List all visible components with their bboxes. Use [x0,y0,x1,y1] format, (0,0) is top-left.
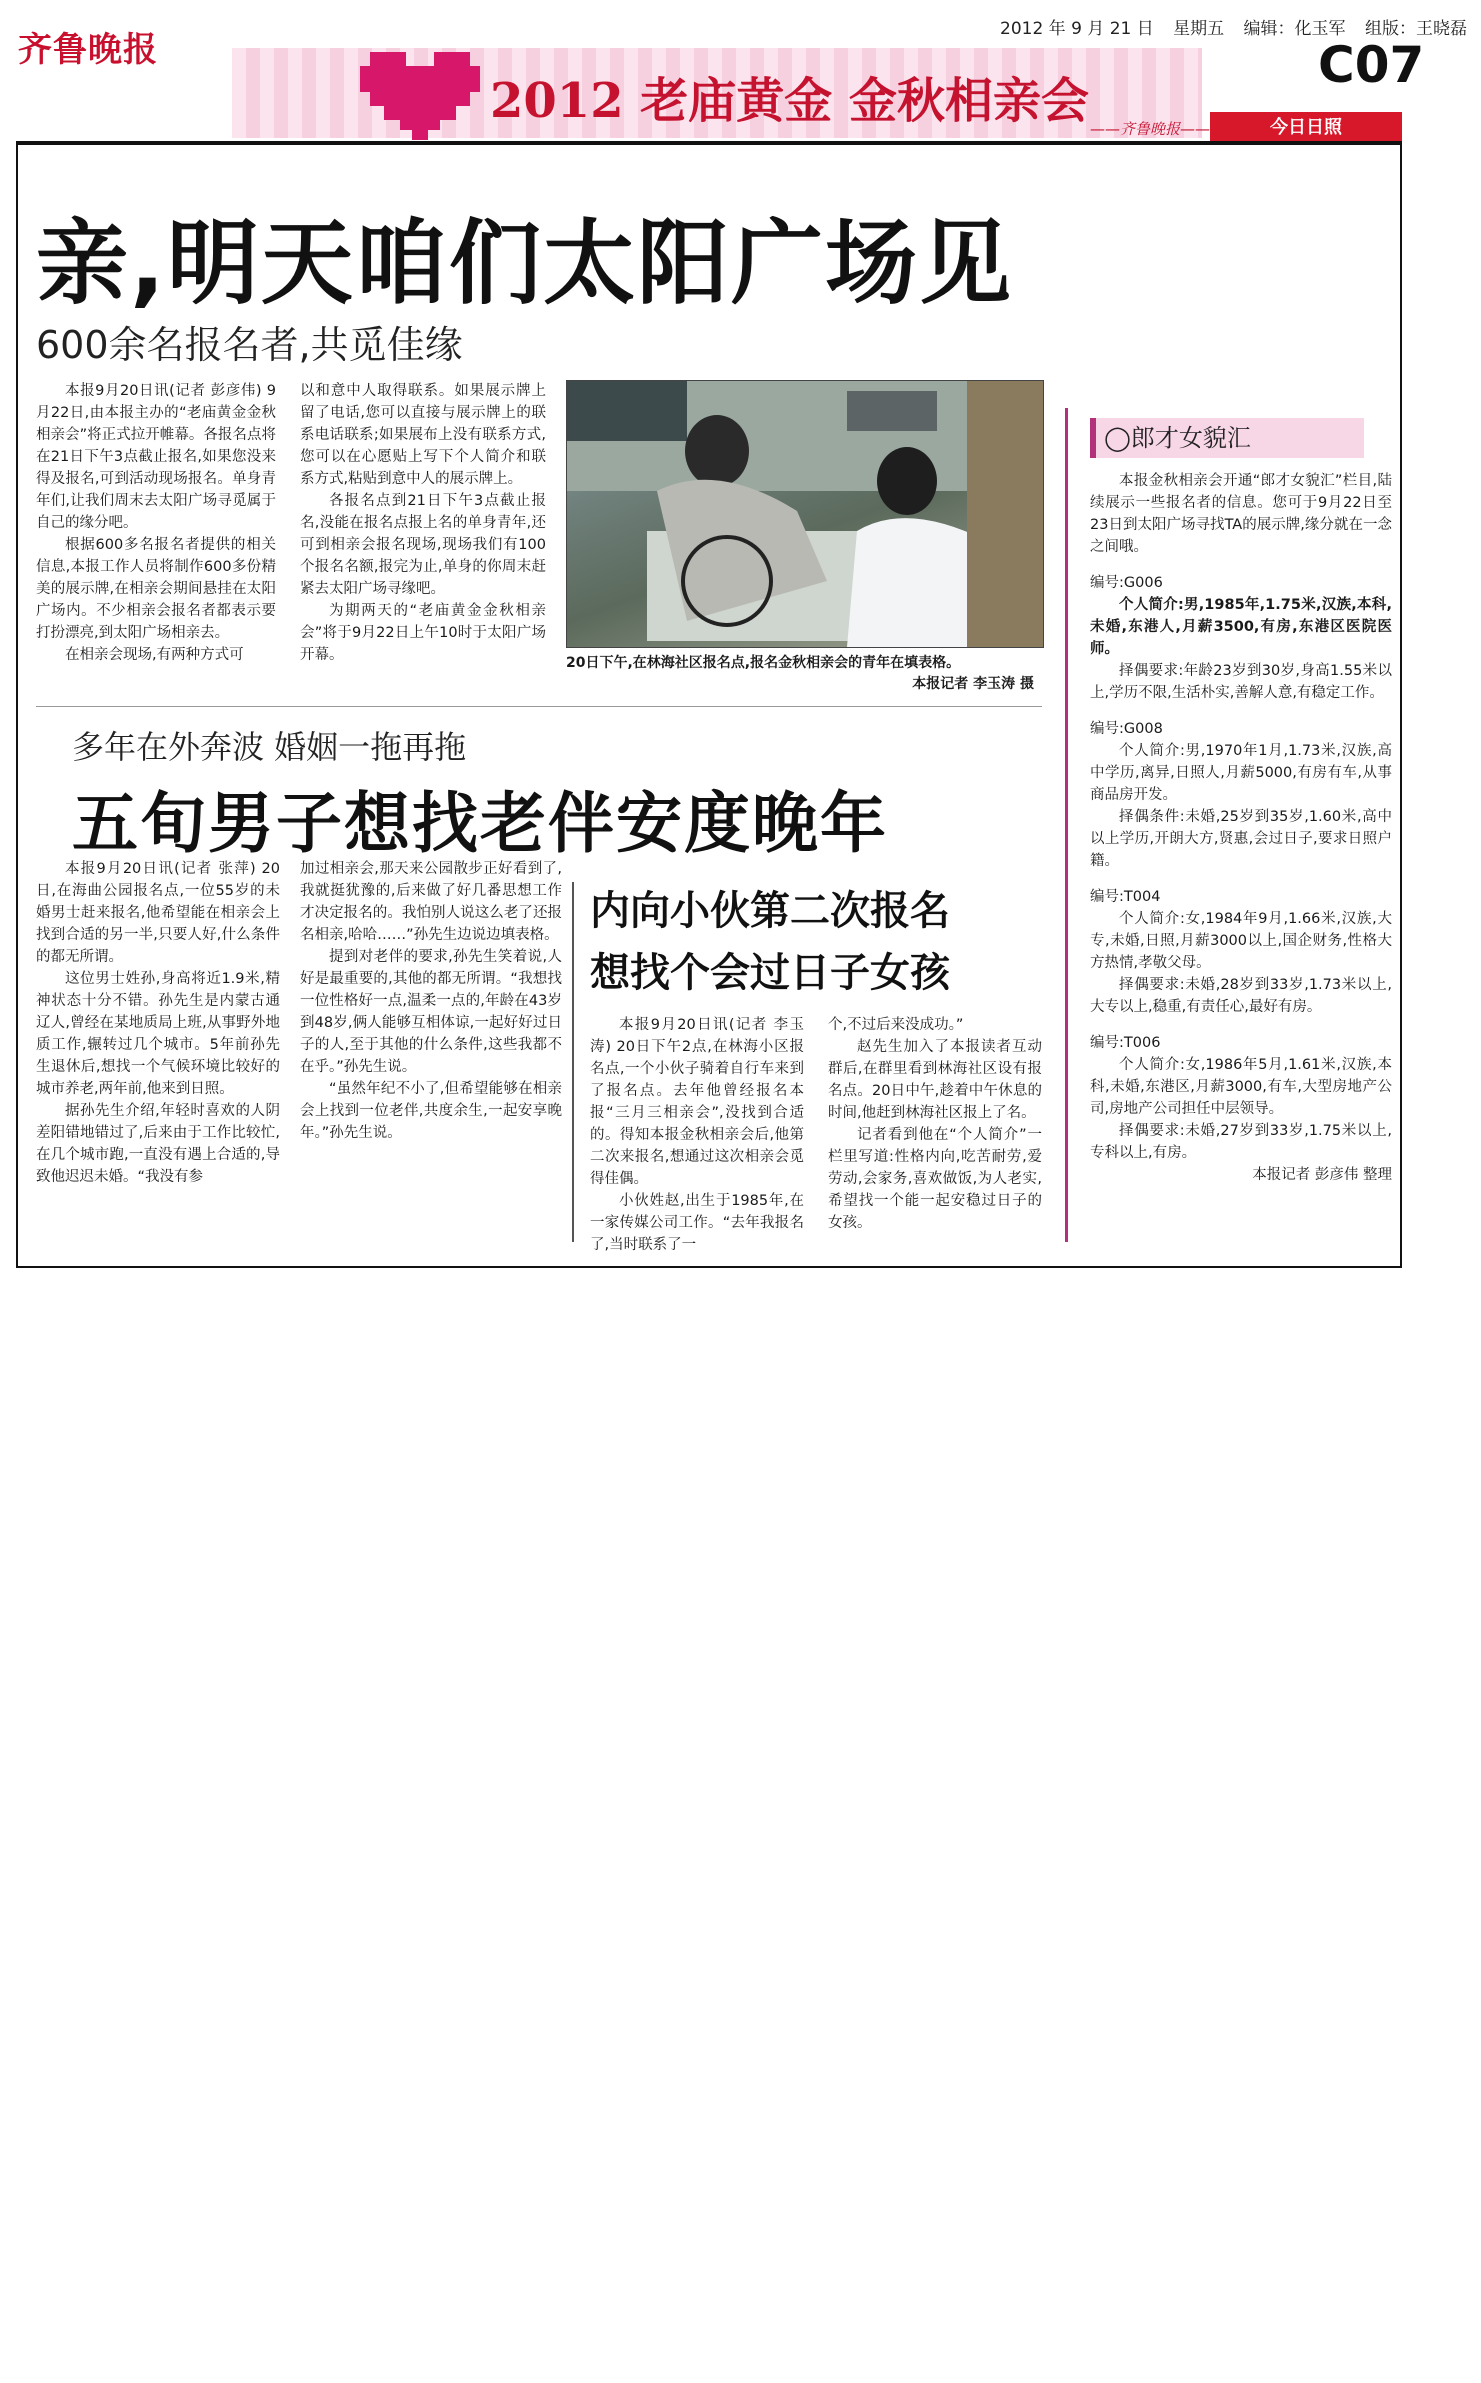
sidebar-body [1090,470,1392,1186]
section-tag: 今日日照 [1210,112,1402,144]
story2-column-1 [36,858,280,1188]
layout-credit: 组版：王晓磊 [1364,19,1467,39]
news-photo [566,380,1044,648]
paragraph: 提到对老伴的要求,孙先生笑着说,人好是最重要的,其他的都无所谓。“我想找一位性格好一点,温柔一点的,年龄在43岁到48岁,俩人能够互相体谅,一起好好过日子的人,至于其他的什么条件,这些我都不在乎。”孙先生说。 [300,949,562,1075]
story3-headline-line1: 内向小伙第二次报名 [590,888,950,934]
paragraph: 个,不过后来没成功。” [828,1017,964,1033]
paragraph: 据孙先生介绍,年轻时喜欢的人阴差阳错地错过了,后来由于工作比较忙,在几个城市跑,一直没有遇上合适的,导致他迟迟未婚。“我没有参 [36,1103,280,1185]
story2-column-2 [300,858,562,1144]
entry-number: 编号:T004 [1090,889,1161,905]
issue-weekday: 星期五 [1173,19,1225,39]
entry-profile: 个人简介:男,1970年1月,1.73米,汉族,高中学历,离异,日照人,月薪5000,有房有车,从事商品房开发。 [1090,743,1392,803]
paragraph: 加过相亲会,那天来公园散步正好看到了,我就挺犹豫的,后来做了好几番思想工作才决定报名的。我怕别人说这么老了还报名相亲,哈哈……”孙先生边说边填表格。 [300,861,562,943]
paper-logo: 齐鲁晚报 [18,30,158,70]
paragraph: 在相亲会现场,有两种方式可 [65,647,244,663]
story2-headline: 五旬男子想找老伴安度晚年 [72,785,888,862]
heart-icon [360,46,480,142]
story3-headline-line2: 想找个会过日子女孩 [590,950,950,996]
editor-credit: 编辑：化玉军 [1243,19,1346,39]
page-number: C07 [1318,36,1425,94]
story3-column-1 [590,1014,804,1256]
paragraph: 小伙姓赵,出生于1985年,在一家传媒公司工作。“去年我报名了,当时联系了一 [590,1193,804,1253]
section-divider [36,706,1042,707]
entry-profile: 个人简介:女,1984年9月,1.66米,汉族,大专,未婚,日照,月薪3000以上,国企财务,性格大方热情,孝敬父母。 [1090,911,1392,971]
sidebar-rule [1065,408,1068,1242]
entry-profile: 个人简介:女,1986年5月,1.61米,汉族,本科,未婚,东港区,月薪3000,有车,大型房地产公司,房地产公司担任中层领导。 [1090,1057,1392,1117]
lead-column-1 [36,380,276,666]
paragraph: 本报9月20日讯(记者 彭彦伟) 9月22日,由本报主办的“老庙黄金金秋相亲会”将正式拉开帷幕。各报名点将在21日下午3点截止报名,如果您没来得及报名,可到活动现场报名。单身青年们,让我们周末去太阳广场寻觅属于自己的缘分吧。 [36,383,276,531]
paragraph: 记者看到他在“个人简介”一栏里写道:性格内向,吃苦耐劳,爱劳动,会家务,喜欢做饭,为人老实,希望找一个能一起安稳过日子的女孩。 [828,1127,1042,1231]
paragraph: 本报9月20日讯(记者 李玉涛) 20日下午2点,在林海小区报名点,一个小伙子骑着自行车来到了报名点。去年他曾经报名本报“三月三相亲会”,没找到合适的。得知本报金秋相亲会后,他第二次来报名,想通过这次相亲会觅得佳偶。 [590,1017,804,1187]
paragraph: 各报名点到21日下午3点截止报名,没能在报名点报上名的单身青年,还可到相亲会报名现场,现场我们有100个报名名额,报完为止,单身的你周末赶紧去太阳广场寻缘吧。 [300,493,546,597]
entry-requirement: 择偶要求:未婚,27岁到33岁,1.75米以上,专科以上,有房。 [1090,1123,1392,1161]
paragraph: 赵先生加入了本报读者互动群后,在群里看到林海社区设有报名点。20日中午,趁着中午休息的时间,他赶到林海社区报上了名。 [828,1039,1042,1121]
entry-requirement: 择偶条件:未婚,25岁到35岁,1.60米,高中以上学历,开朗大方,贤惠,会过日子,要求日照户籍。 [1090,809,1392,869]
photo-illustration [567,381,1043,647]
sidebar-title-text: 郎才女貌汇 [1130,424,1251,452]
paragraph: 本报9月20日讯(记者 张萍) 20日,在海曲公园报名点,一位55岁的未婚男士赶来报名,他希望能在相亲会上找到合适的另一半,只要人好,什么条件的都无所谓。 [36,861,280,965]
sidebar-title [1090,418,1364,458]
story3-column-2 [828,1014,1042,1234]
entry-number: 编号:G008 [1090,721,1163,737]
sidebar-credit: 本报记者 彭彦伟 整理 [1252,1167,1392,1183]
story2-kicker: 多年在外奔波 婚姻一拖再拖 [72,728,467,766]
entry-requirement: 择偶要求:未婚,28岁到33岁,1.73米以上,大专以上,稳重,有责任心,最好有房。 [1090,977,1392,1015]
issue-date: 2012 年 9 月 21 日 [1000,19,1154,39]
circle-icon: ◯ [1104,424,1131,452]
sidebar-intro: 本报金秋相亲会开通“郎才女貌汇”栏目,陆续展示一些报名者的信息。您可于9月22日至23日到太阳广场寻找TA的展示牌,缘分就在一念之间哦。 [1090,473,1392,555]
entry-requirement: 择偶要求:年龄23岁到30岁,身高1.55米以上,学历不限,生活朴实,善解人意,有稳定工作。 [1090,663,1392,701]
paragraph: 这位男士姓孙,身高将近1.9米,精神状态十分不错。孙先生是内蒙古通辽人,曾经在某地质局上班,从事野外地质工作,辗转过几个城市。5年前孙先生退休后,想找一个气候环境比较好的城市养老,两年前,他来到日照。 [36,971,280,1097]
story3-headline [590,880,950,1004]
lead-subhead: 600余名报名者,共觅佳缘 [36,323,463,367]
paragraph: 为期两天的“老庙黄金金秋相亲会”将于9月22日上午10时于太阳广场开幕。 [300,603,546,663]
paragraph: 根据600多名报名者提供的相关信息,本报工作人员将制作600多份精美的展示牌,在相亲会期间悬挂在太阳广场内。不少相亲会报名者都表示要打扮漂亮,到太阳广场相亲去。 [36,537,276,641]
caption-text: 20日下午,在林海社区报名点,报名金秋相亲会的青年在填表格。 [566,655,961,671]
photo-credit: 本报记者 李玉涛 摄 [912,676,1034,692]
entry-number: 编号:G006 [1090,575,1163,591]
photo-caption [566,653,1042,695]
entry-number: 编号:T006 [1090,1035,1161,1051]
banner-signature: ——齐鲁晚报—— [1090,120,1211,138]
lead-headline: 亲,明天咱们太阳广场见 [36,210,1013,317]
story3-rule [572,882,574,1242]
lead-column-2 [300,380,546,666]
entry-profile: 个人简介:男,1985年,1.75米,汉族,本科,未婚,东港人,月薪3500,有房,东港区医院医师。 [1090,597,1392,657]
banner-title: 2012 老庙黄金 金秋相亲会 [490,73,1090,129]
paragraph: 以和意中人取得联系。如果展示牌上留了电话,您可以直接与展示牌上的联系电话联系;如果展布上没有联系方式,您可以在心愿贴上写下个人简介和联系方式,粘贴到意中人的展示牌上。 [300,383,546,487]
paragraph: “虽然年纪不小了,但希望能够在相亲会上找到一位老伴,共度余生,一起安享晚年。”孙先生说。 [300,1081,562,1141]
